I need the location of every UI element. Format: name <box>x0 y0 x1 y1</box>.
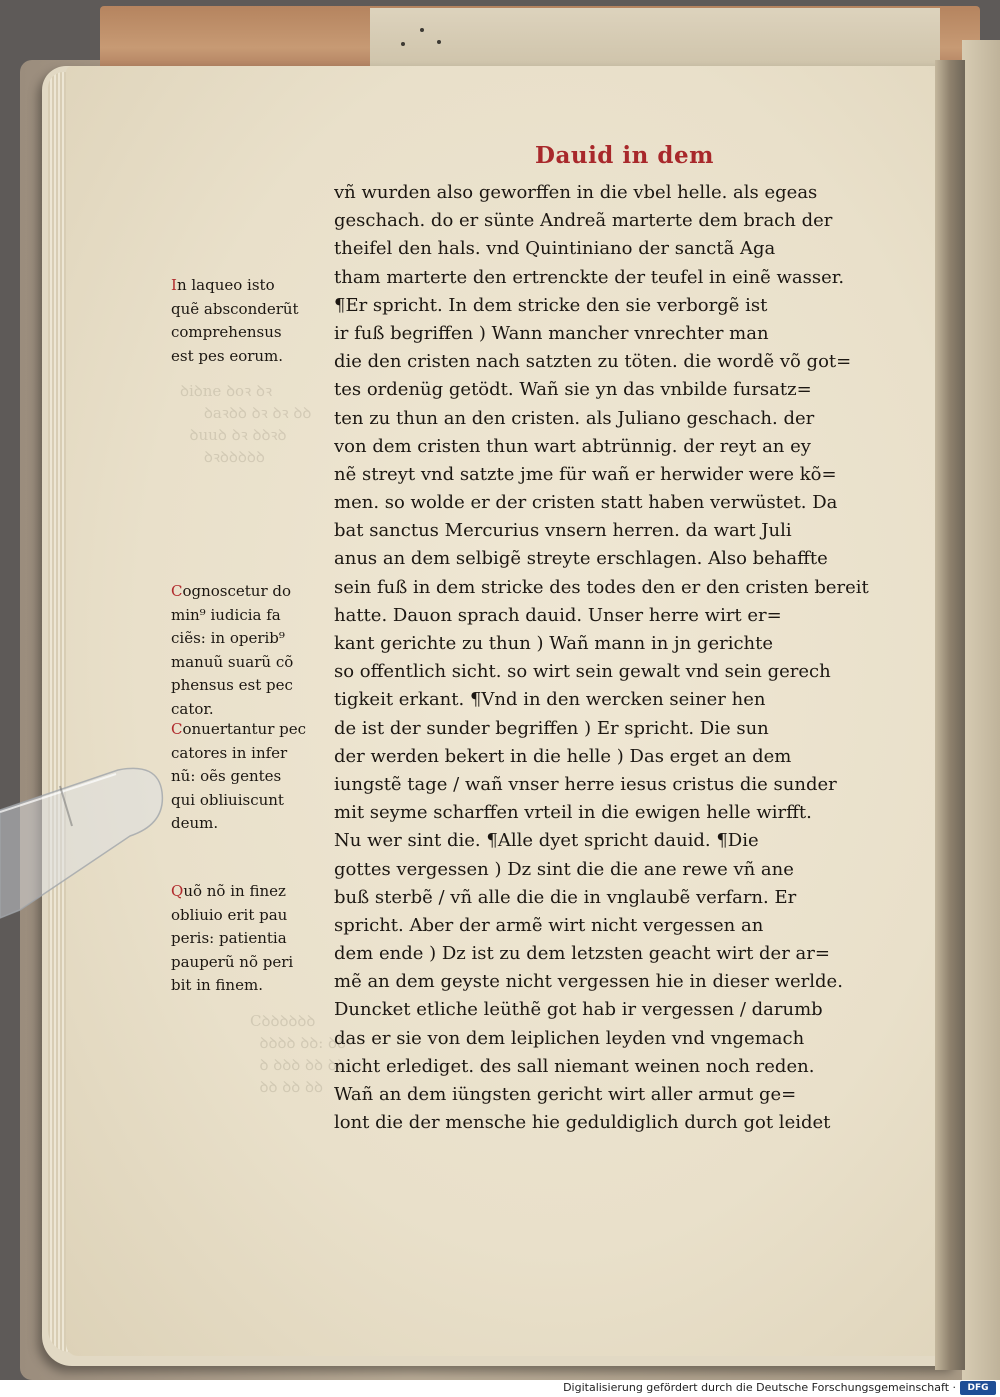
margin-note-line: deum. <box>171 814 219 832</box>
margin-note-line: qui obliuiscunt <box>171 790 284 809</box>
text-line: theifel den hals. vnd Quintiniano der sanctã Aga <box>334 238 776 260</box>
margin-note-line: peris: patientia <box>171 929 287 947</box>
margin-note-text: uõ nõ in finez <box>183 882 286 900</box>
text-line: ¶Er spricht. In dem stricke den sie verborgẽ ist <box>334 294 768 316</box>
text-line: tigkeit erkant. ¶Vnd in den wercken seiner hen <box>334 689 766 711</box>
text-line: Duncket etliche leüthẽ got hab ir vergessen / darumb <box>334 999 823 1021</box>
margin-note <box>171 274 321 368</box>
text-line: kant gerichte zu thun ) Wañ mann in jn gerichte <box>334 633 774 654</box>
text-line: mit seyme scharffen vrteil in die ewigen helle wirfft. <box>334 802 812 824</box>
text-line: buß sterbẽ / vñ alle die die in vnglaubẽ verfarn. Er <box>334 886 797 908</box>
text-line: bat sanctus Mercurius vnsern herren. da wart Juli <box>334 520 792 542</box>
margin-note-line: quẽ absconderũt <box>171 299 299 318</box>
wormhole <box>401 42 405 46</box>
margin-note-line: pauperũ nõ peri <box>171 952 294 971</box>
text-line: so offentlich sicht. so wirt sein gewalt vnd sein gerech <box>334 661 831 683</box>
right-page-edge <box>962 40 1000 1380</box>
footer-credit: Digitalisierung gefördert durch die Deutsche Forschungsgemeinschaft · <box>563 1381 956 1394</box>
margin-note-line <box>171 274 321 298</box>
margin-note-line: ciẽs: in operib⁹ <box>171 629 285 647</box>
text-line: iungstẽ tage / wañ vnser herre iesus cristus die sunder <box>334 773 837 795</box>
text-line: gottes vergessen ) Dz sint die die ane rewe vñ ane <box>334 858 794 880</box>
text-line: mẽ an dem geyste nicht vergessen hie in dieser werlde. <box>334 971 843 993</box>
margin-note-text: onuertantur pec <box>182 720 307 738</box>
footer-bar <box>0 1380 1000 1397</box>
margin-note-line: comprehensus <box>171 323 282 341</box>
margin-note-line: catores in infer <box>171 743 288 762</box>
text-line: spricht. Aber der armẽ wirt nicht vergessen an <box>334 914 764 936</box>
running-head: Dauid in dem <box>535 142 714 169</box>
text-line: vñ wurden also geworffen in die vbel helle. als egeas <box>334 182 818 203</box>
text-line: tes ordenüg getödt. Wañ sie yn das vnbilde fursatz= <box>334 379 812 401</box>
text-line: dem ende ) Dz ist zu dem letzsten geacht wirt der ar= <box>334 943 830 965</box>
margin-note-line <box>171 718 321 742</box>
text-line: von dem cristen thun wart abtrünnig. der reyt an ey <box>334 435 811 457</box>
margin-note <box>171 880 321 998</box>
show-through: Cꝺꝺꝺꝺꝺꝺ ꝺꝺꝺꝺ ꝺꝺ: ꝺꝺ ꝺ ꝺꝺꝺ ꝺꝺ ꝺꝺ ꝺꝺ ꝺꝺ ꝺꝺ <box>250 1012 347 1096</box>
text-line: das er sie von dem leiplichen leyden vnd vngemach <box>334 1027 805 1049</box>
text-line: hatte. Dauon sprach dauid. Unser herre wirt er= <box>334 604 782 626</box>
margin-note-line: min⁹ iudicia fa <box>171 605 281 624</box>
book-gutter <box>935 60 965 1370</box>
text-line: de ist der sunder begriffen ) Er spricht. Die sun <box>334 717 769 739</box>
page-clip <box>0 740 170 920</box>
margin-note-line: nũ: oẽs gentes <box>171 767 282 785</box>
margin-note-line: bit in finem. <box>171 976 263 994</box>
margin-note-text: n laqueo isto <box>176 276 275 294</box>
text-line: men. so wolde er der cristen statt haben verwüstet. Da <box>334 492 838 514</box>
margin-note-line <box>171 580 321 604</box>
main-text-block <box>334 179 874 1137</box>
wormhole <box>420 28 424 32</box>
text-line: anus an dem selbigẽ streyte erschlagen. Also behaffte <box>334 548 828 570</box>
rubric-initial: C <box>171 582 183 600</box>
dfg-logo: DFG <box>960 1381 996 1395</box>
text-line: Wañ an dem iüngsten gericht wirt aller armut ge= <box>334 1084 797 1105</box>
text-line: der werden bekert in die helle ) Das erget an dem <box>334 745 792 767</box>
text-line: Nu wer sint die. ¶Alle dyet spricht dauid. ¶Die <box>334 830 759 852</box>
text-line: nẽ streyt vnd satzte jme für wañ er herwider were kõ= <box>334 463 837 485</box>
text-line: nicht erlediget. des sall niemant weinen noch reden. <box>334 1055 815 1077</box>
wormhole <box>437 40 441 44</box>
margin-note-line: obliuio erit pau <box>171 905 288 924</box>
text-line: lont die der mensche hie geduldiglich durch got leidet <box>334 1112 831 1134</box>
margin-note-text: ognoscetur do <box>182 582 292 600</box>
text-line: ten zu thun an den cristen. als Juliano geschach. der <box>334 407 815 429</box>
text-line: tham marterte den ertrenckte der teufel in einẽ wasser. <box>334 266 845 288</box>
flyleaf-top <box>370 8 940 66</box>
rubric-initial: I <box>171 276 177 294</box>
margin-note-line: cator. <box>171 699 214 718</box>
margin-note-line: phensus est pec <box>171 676 293 694</box>
text-line: ir fuß begriffen ) Wann mancher vnrechter man <box>334 322 769 344</box>
rubric-initial: Q <box>171 882 184 900</box>
margin-note <box>171 718 321 836</box>
text-line: die den cristen nach satzten zu töten. die wordẽ võ got= <box>334 351 852 373</box>
margin-note-line: manuũ suarũ cõ <box>171 652 294 671</box>
text-line: geschach. do er sünte Andreã marterte dem brach der <box>334 210 833 232</box>
margin-note-line <box>171 880 321 904</box>
text-line: sein fuß in dem stricke des todes den er den cristen bereit <box>334 576 869 598</box>
margin-note <box>171 580 321 721</box>
show-through: ꝺiꝺne ꝺoꝛ ꝺꝛ ꝺaꝛꝺꝺ ꝺꝛ ꝺꝛ ꝺꝺ ꝺuuꝺ ꝺꝛ ꝺꝺꝛꝺ ꝺꝛꝺꝺꝺꝺꝺ <box>180 382 312 466</box>
rubric-initial: C <box>171 720 183 738</box>
margin-note-line: est pes eorum. <box>171 346 284 365</box>
